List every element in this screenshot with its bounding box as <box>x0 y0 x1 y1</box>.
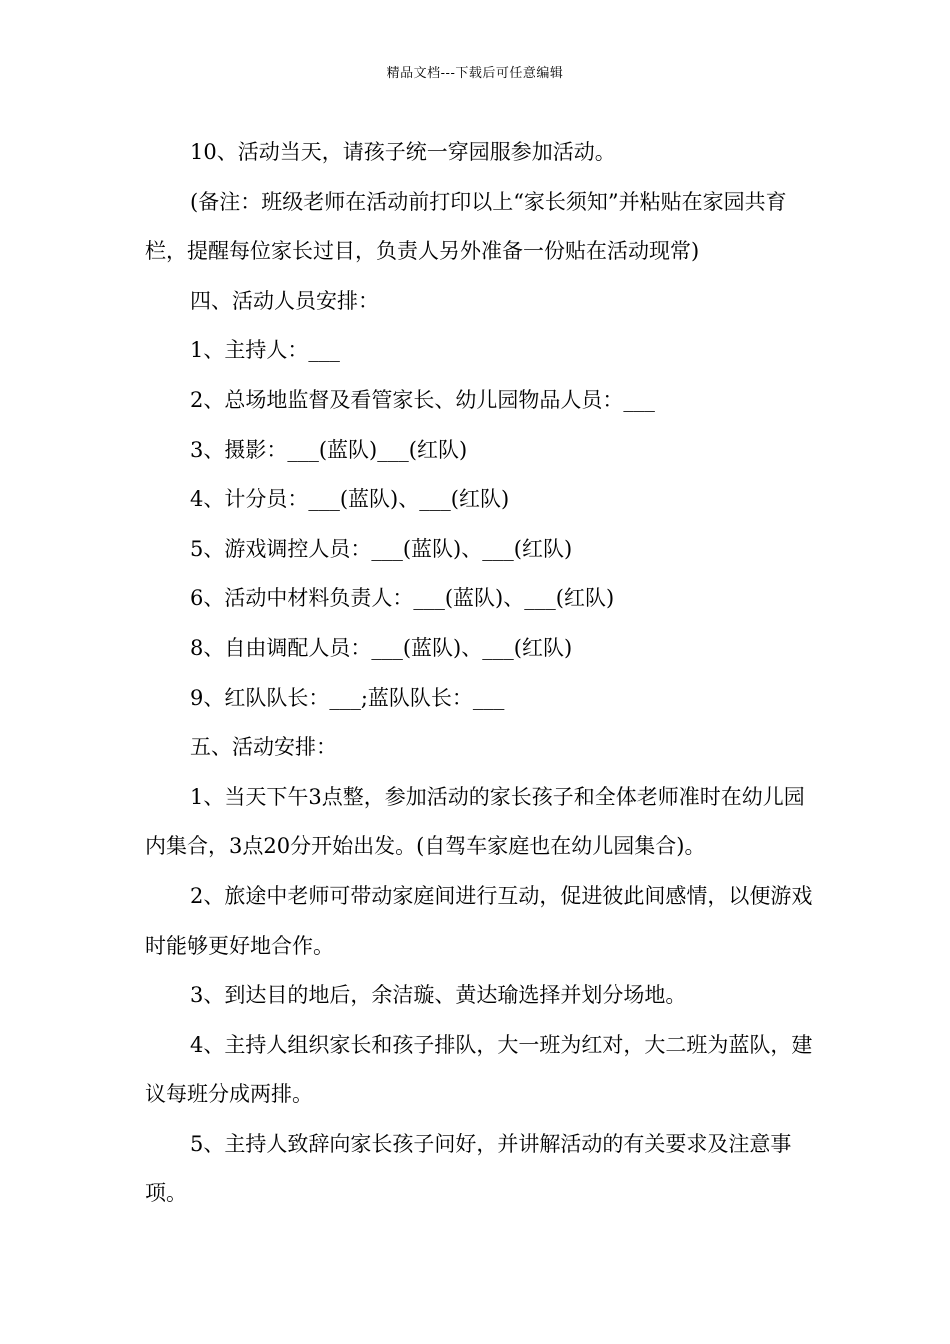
section-heading-schedule: 五、活动安排： <box>190 735 337 760</box>
page-header: 精品文档---下载后可任意编辑 <box>386 66 564 81</box>
paragraph-item-10: 10、活动当天，请孩子统一穿园服参加活动。 <box>190 140 616 164</box>
schedule-item-5: 5、主持人致辞向家长孩子问好，并讲解活动的有关要求及注意事项。 <box>145 1131 792 1206</box>
staff-item-materials: 6、活动中材料负责人：___(蓝队)、___(红队) <box>190 586 615 611</box>
schedule-item-4: 4、主持人组织家长和孩子排队，大一班为红对，大二班为蓝队，建议每班分成两排。 <box>145 1032 813 1107</box>
staff-item-host: 1、主持人：___ <box>190 338 340 363</box>
staff-item-captains: 9、红队队长：___;蓝队队长：___ <box>190 685 505 710</box>
schedule-item-2: 2、旅途中老师可带动家庭间进行互动，促进彼此间感情，以便游戏时能够更好地合作。 <box>145 883 813 958</box>
staff-item-photography: 3、摄影：___(蓝队)___(红队) <box>190 437 468 462</box>
schedule-item-3: 3、到达目的地后，余洁璇、黄达瑜选择并划分场地。 <box>190 983 687 1008</box>
schedule-item-1: 1、当天下午3点整，参加活动的家长孩子和全体老师准时在幼儿园内集合，3点20分开始出发。(自驾车家庭也在幼儿园集合)。 <box>145 784 805 859</box>
staff-item-flexible: 8、自由调配人员：___(蓝队)、___(红队) <box>190 635 573 660</box>
staff-item-scorer: 4、计分员：___(蓝队)、___(红队) <box>190 487 510 512</box>
section-heading-staffing: 四、活动人员安排： <box>190 288 379 313</box>
staff-item-game-control: 5、游戏调控人员：___(蓝队)、___(红队) <box>190 536 573 561</box>
document-body <box>145 128 813 1219</box>
staff-item-supervisor: 2、总场地监督及看管家长、幼儿园物品人员：___ <box>190 387 655 412</box>
paragraph-note: (备注：班级老师在活动前打印以上“家长须知”并粘贴在家园共育栏，提醒每位家长过目，负责人另外准备一份贴在活动现常) <box>145 189 787 264</box>
